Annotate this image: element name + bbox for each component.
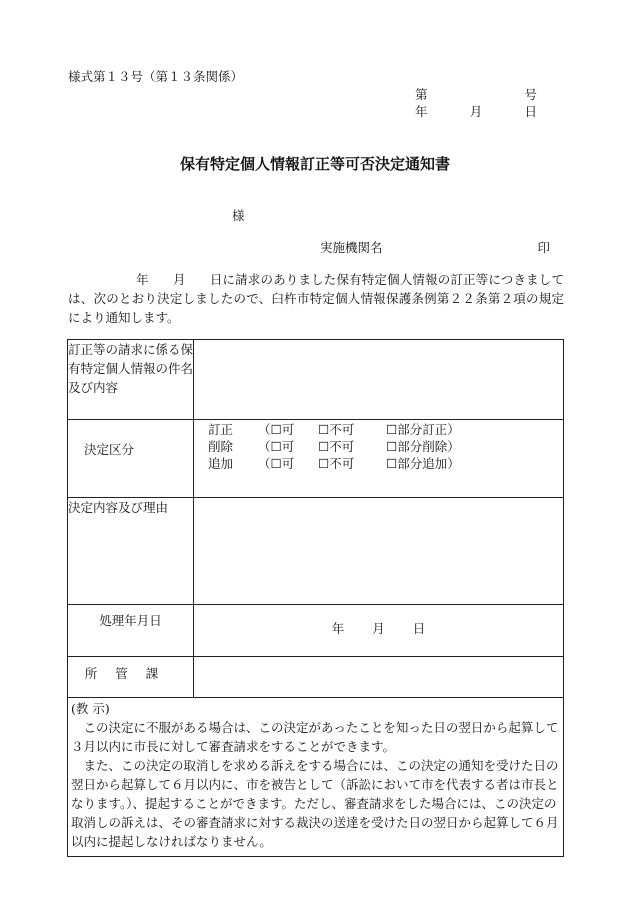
seal-mark: 印: [537, 240, 550, 255]
decision-kind: 削除: [208, 439, 234, 454]
decision-kind: 追加: [208, 456, 234, 471]
intro-year: 年: [136, 272, 149, 287]
intro-paragraph: [68, 270, 564, 327]
processing-date-value: [194, 605, 564, 657]
reference-day: 日: [524, 104, 537, 119]
table-row: [68, 605, 564, 657]
department-label: 所管課: [68, 657, 194, 698]
addressee-suffix: 様: [232, 208, 245, 223]
decision-reason-label: 決定内容及び理由: [68, 498, 194, 605]
notes-paragraph-2: また、この決定の取消しを求める訴えをする場合には、この決定の通知を受けた日の翌日から起算して６月以内に、市を被告として（訴訟において市を代表する者は市長となります。）、提起することができます。ただし、審査請求をした場合には、この決定の取消しの訴えは、その審査請求に対する裁決の送達を受けた日の翌日から起算して６月以内に提起しなければなりません。: [71, 758, 559, 849]
reference-number: [415, 85, 537, 103]
option-reject: ☐不可: [318, 439, 355, 454]
table-row: [68, 657, 564, 698]
notes-heading: (教 示): [71, 701, 110, 716]
form-number: 様式第１３号（第１３条関係）: [68, 69, 244, 84]
decision-option-row: [208, 455, 563, 472]
option-approve: （☐可: [258, 456, 295, 471]
processing-year: 年: [331, 621, 345, 636]
reference-month: 月: [469, 104, 483, 119]
issuer-label: 実施機関名: [320, 240, 383, 255]
processing-date-label: 処理年月日: [68, 605, 194, 657]
option-approve: （☐可: [258, 439, 295, 454]
intro-text: 日に請求のありました保有特定個人情報の訂正等につきましては、次のとおり決定しましたので、臼杵市特定個人情報保護条例第２２条第２項の規定により通知します。: [68, 272, 564, 325]
department-value: [194, 657, 564, 698]
decision-option-row: [208, 438, 563, 455]
decision-option-row: [208, 421, 563, 438]
instruction-notes: [68, 698, 564, 857]
option-reject: ☐不可: [318, 456, 355, 471]
document-title: 保有特定個人情報訂正等可否決定通知書: [179, 155, 450, 173]
reference-dai: 第: [415, 87, 428, 102]
notes-paragraph-1: この決定に不服がある場合は、この決定があったことを知った日の翌日から起算して３月以内に市長に対して審査請求をすることができます。: [71, 720, 559, 754]
option-partial: ☐部分削除）: [386, 439, 460, 454]
reference-go: 号: [524, 87, 537, 102]
subject-label: 訂正等の請求に係る保有特定個人情報の件名及び内容: [68, 340, 194, 420]
subject-value: [194, 340, 564, 420]
reference-date: [415, 102, 537, 120]
option-partial: ☐部分訂正）: [386, 422, 460, 437]
reference-year: 年: [415, 104, 428, 119]
option-reject: ☐不可: [318, 422, 355, 437]
intro-month: 月: [172, 272, 186, 287]
option-partial: ☐部分追加）: [386, 456, 460, 471]
decision-reason-value: [194, 498, 564, 605]
processing-month: 月: [372, 621, 385, 636]
table-row: [68, 698, 564, 857]
processing-day: 日: [412, 621, 426, 636]
decision-category-options: [194, 420, 564, 498]
table-row: [68, 420, 564, 498]
issuer-line: [320, 238, 550, 256]
table-row: [68, 340, 564, 420]
table-row: [68, 498, 564, 605]
decision-kind: 訂正: [208, 422, 234, 437]
decision-table: [67, 339, 564, 857]
option-approve: （☐可: [258, 422, 295, 437]
decision-category-label: 決定区分: [68, 420, 194, 498]
